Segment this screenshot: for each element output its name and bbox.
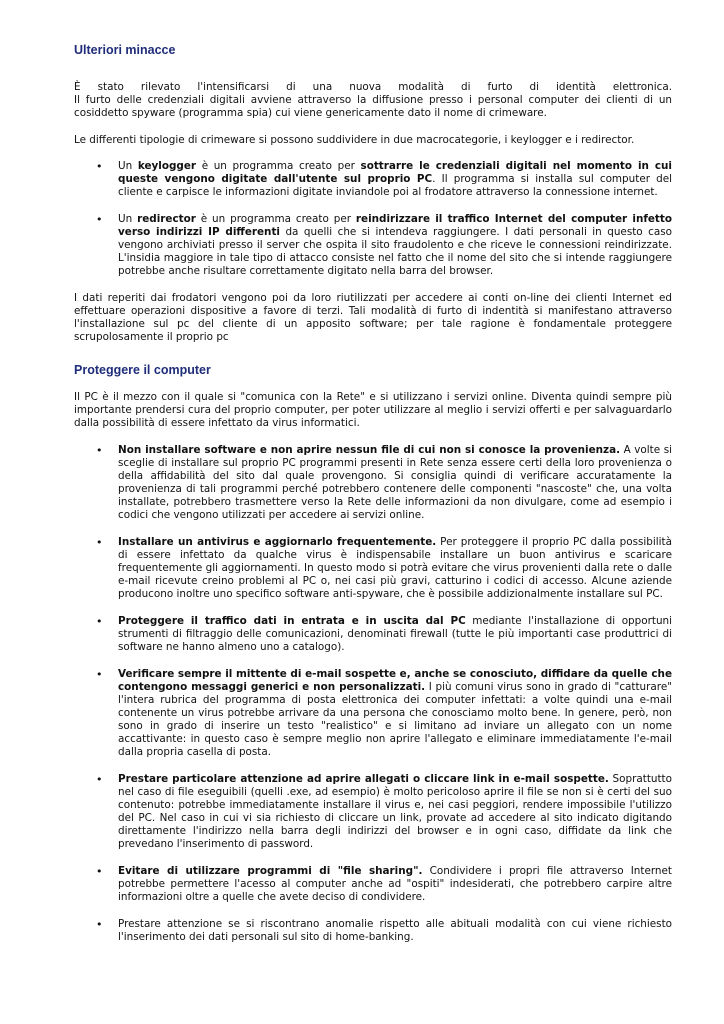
list-item: • Evitare di utilizzare programmi di "file sharing". Condividere i propri file attraverso Internet potrebbe permettere l'acesso al computer anche ad "ospiti" indesiderati, che potrebbero carpire altre informazioni oltre a quelle che avete deciso di condividere.: [96, 865, 672, 903]
protection-list: [74, 444, 672, 944]
list-item: • Proteggere il traffico dati in entrata e in uscita dal PC mediante l'installazione di opportuni strumenti di filtraggio delle comunicazioni, denominati firewall (tutte le più importanti case produttrici di software ne hanno almeno uno a catalogo).: [96, 615, 672, 653]
section-title-minacce: Ulteriori minacce: [74, 43, 176, 57]
list-item: • Prestare particolare attenzione ad aprire allegati o cliccare link in e-mail sospette. Soprattutto nel caso di file eseguibili (quelli .exe, ad esempio) è molto pericoloso aprire il file se non si è certi del suo contenuto: potrebbe immediatamente installare il virus e, nei casi peggiori, rendere impossibile l'utilizzo del PC. Nel caso in cui vi sia richiesto di cliccare un link, provate ad accedere al sito indicato digitando direttamente l'indirizzo nella barra degli indirizzi del browser e in ogni caso, diffidate da link che prevedano l'inserimento di password.: [96, 773, 672, 850]
bullet-icon: •: [96, 615, 103, 628]
term-redirector: redirector: [137, 213, 196, 225]
bullet-icon: •: [96, 865, 103, 878]
bullet-icon: •: [96, 213, 103, 226]
paragraph-categories: Le differenti tipologie di crimeware si possono suddividere in due macrocategorie, i keylogger e i redirector.: [74, 134, 635, 146]
bullet-icon: •: [96, 536, 103, 549]
paragraph-intro-rest: Il furto delle credenziali digitali avviene attraverso la diffusione presso i personal computer dei clienti di un cosiddetto spyware (programma spia) cui viene genericamente dato il nome di crimeware.: [74, 94, 672, 119]
paragraph-intro-line1: È stato rilevato l'intensificarsi di una nuova modalità di furto di identità elettronica.: [74, 81, 672, 93]
list-item: • Verificare sempre il mittente di e-mail sospette e, anche se conosciuto, diffidare da quelle che contengono messaggi generici e non personalizzati. I più comuni virus sono in grado di "catturare" l'intera rubrica del programma di posta elettronica dei computer infettati: a volte quindi una e-mail contenente un virus potrebbe arrivare da una persona che conosciamo molto bene. In genere, però, non sono in grado di inserire un testo "realistico" e si limitano ad inviare un allegato con un nome accattivante: in questo caso è sempre meglio non aprire l'allegato e eliminare immediatamente l'e-mail dalla propria casella di posta.: [96, 668, 672, 758]
bullet-icon: •: [96, 160, 103, 173]
paragraph-pc-intro: Il PC è il mezzo con il quale si "comunica con la Rete" e si utilizzano i servizi online. Diventa quindi sempre più importante prendersi cura del proprio computer, per poter utilizzare al meglio i servizi offerti e per salvaguardarlo dalla possibilità di essere infettato da virus informatici.: [74, 391, 672, 429]
bullet-icon: •: [96, 668, 103, 681]
crimeware-list: [74, 160, 672, 278]
list-item-keylogger: • Un keylogger è un programma creato per sottrarre le credenziali digitali nel momento in cui queste vengono digitate dall'utente sul proprio PC. Il programma si installa sul computer del cliente e carpisce le informazioni digitate inviandole poi al frodatore attraverso la connessione internet.: [96, 160, 673, 198]
bullet-icon: •: [96, 444, 103, 457]
bullet-icon: •: [96, 918, 103, 931]
list-item: • Non installare software e non aprire nessun file di cui non si conosce la provenienza. A volte si sceglie di installare sul proprio PC programmi presenti in Rete senza essere certi della loro provenienza o della affidabilità del sito dal quale provengono. Si consiglia quindi di verificare accuratamente la provenienza di tali programmi perché potrebbero contenere delle componenti "nascoste" che, una volta installate, potrebbero trasmettere verso la Rete delle informazioni da non divulgare, come ad esempio i codici che vengono utilizzati per accedere ai servizi online.: [96, 444, 672, 521]
list-item-redirector: • Un redirector è un programma creato per reindirizzare il traffico Internet del computer infetto verso indirizzi IP differenti da quelli che si intendeva raggiungere. I dati personali in questo caso vengono archiviati presso il server che ospita il sito fraudolento e che riceve le connessioni reindirizzate. L'insidia maggiore in tale tipo di attacco consiste nel fatto che il nome del sito che si intende raggiungere potrebbe anche risultare correttamente digitato nella barra del browser.: [96, 213, 673, 277]
paragraph-frodatori: I dati reperiti dai frodatori vengono poi da loro riutilizzati per accedere ai conti on-line dei clienti Internet ed effettuare operazioni dispositive a favore di terzi. Tali modalità di furto di indentità si manifestano attraverso l'installazione sul pc del cliente di un apposito software; per tale ragione è fondamentale proteggere scrupolosamente il proprio pc: [74, 292, 672, 343]
term-keylogger: keylogger: [137, 160, 197, 172]
document-page: [74, 38, 672, 944]
list-item: • Prestare attenzione se si riscontrano anomalie rispetto alle abituali modalità con cui viene richiesto l'inserimento dei dati personali sul sito di home-banking.: [96, 918, 672, 943]
list-item: • Installare un antivirus e aggiornarlo frequentemente. Per proteggere il proprio PC dalla possibilità di essere infettato da qualche virus è indispensabile installare un buon antivirus e scaricare frequentemente gli aggiornamenti. In questo modo si potrà evitare che virus provenienti dalla rete o dalle e-mail ricevute creino problemi al PC o, nei casi più gravi, catturino i codici di accesso. Alcune aziende producono inoltre uno specifico software anti-spyware, che è possibile addizionalmente installare sul PC.: [96, 536, 672, 600]
bullet-icon: •: [96, 773, 103, 786]
section-title-proteggere: Proteggere il computer: [74, 363, 211, 377]
